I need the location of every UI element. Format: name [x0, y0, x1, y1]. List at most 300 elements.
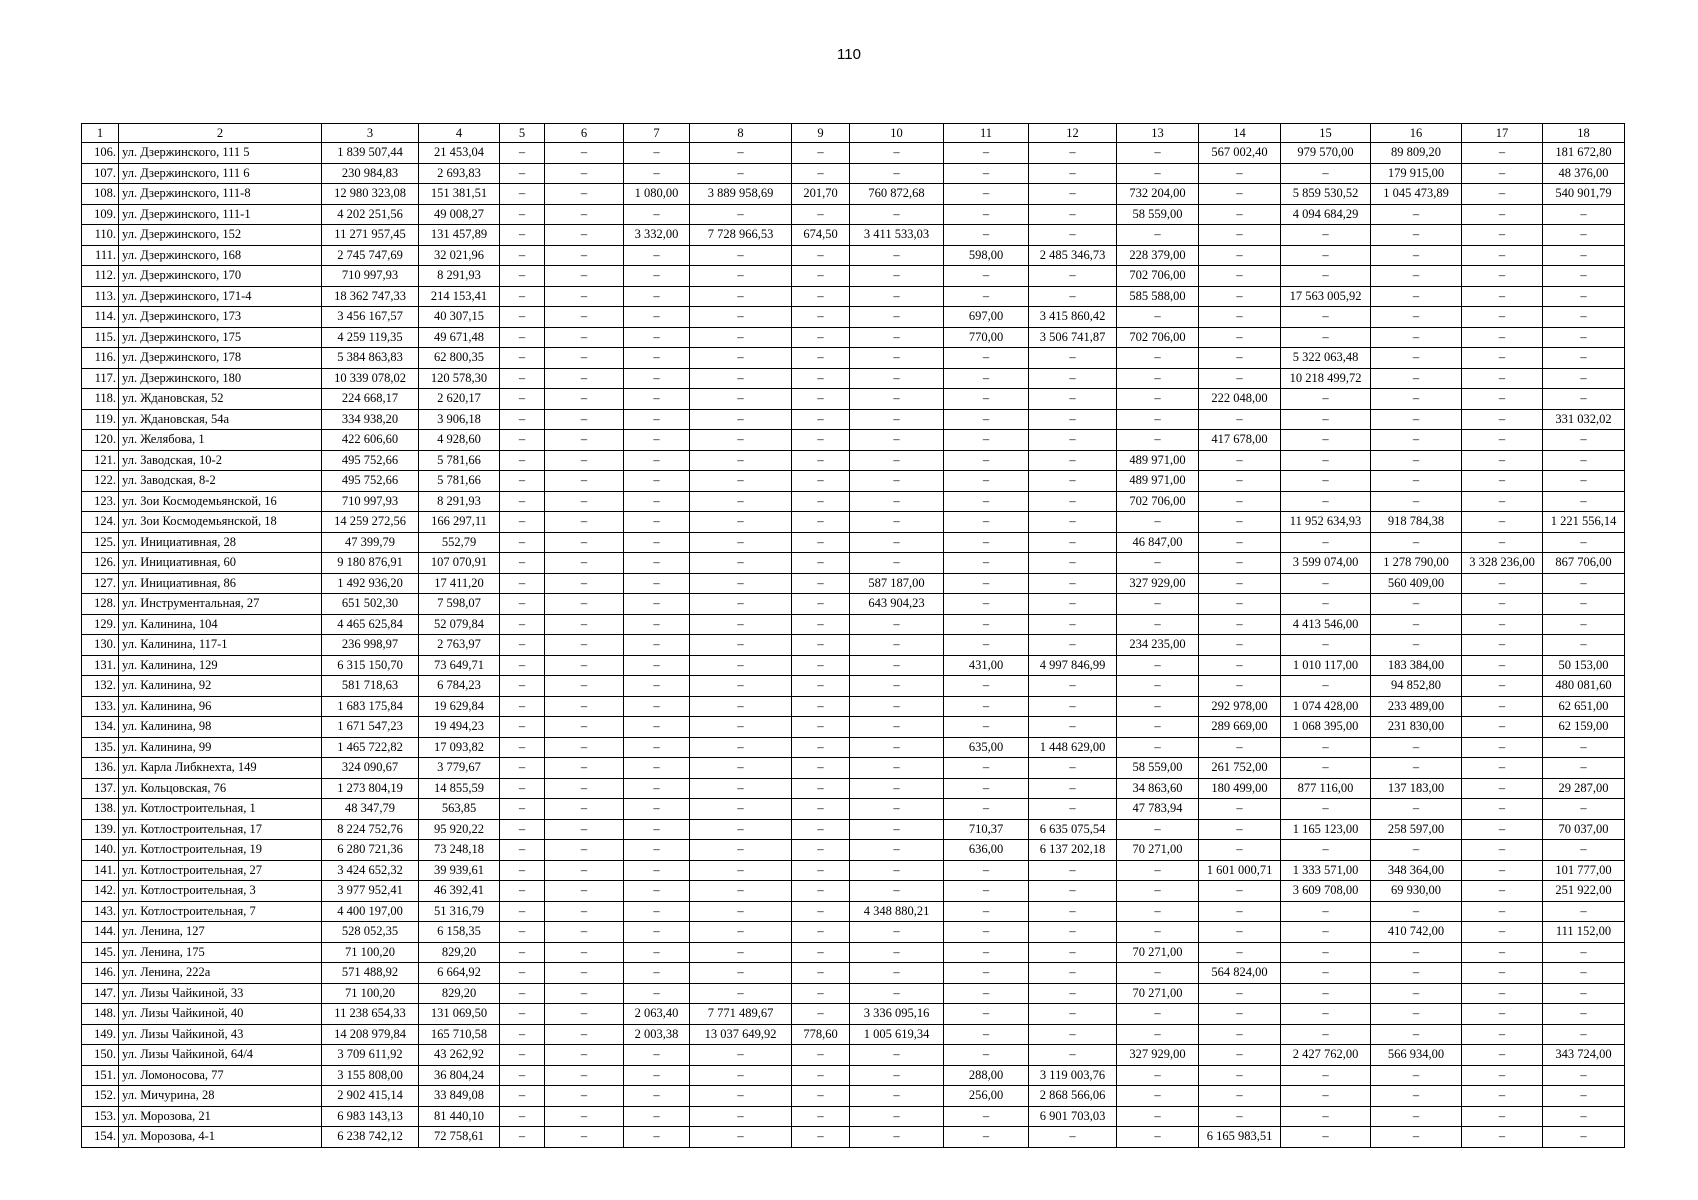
value-cell: –	[944, 450, 1029, 471]
value-cell: –	[690, 327, 792, 348]
value-cell: –	[1029, 983, 1117, 1004]
value-cell: –	[1117, 143, 1199, 164]
value-cell: 3 336 095,16	[850, 1004, 944, 1025]
value-cell: –	[500, 983, 545, 1004]
value-cell: –	[1543, 450, 1625, 471]
value-cell: –	[624, 553, 690, 574]
table-row	[82, 389, 1625, 410]
value-cell: –	[500, 368, 545, 389]
value-cell: –	[1199, 286, 1281, 307]
value-cell: –	[500, 942, 545, 963]
table-row	[82, 881, 1625, 902]
value-cell: 89 809,20	[1371, 143, 1462, 164]
value-cell: –	[944, 758, 1029, 779]
value-cell: –	[690, 963, 792, 984]
value-cell: –	[1462, 184, 1543, 205]
value-cell: 233 489,00	[1371, 696, 1462, 717]
value-cell: –	[500, 922, 545, 943]
table-row	[82, 922, 1625, 943]
value-cell: –	[1199, 635, 1281, 656]
value-cell: 261 752,00	[1199, 758, 1281, 779]
column-header-11: 11	[944, 124, 1029, 143]
value-cell: –	[1543, 614, 1625, 635]
amount-cell: 14 259 272,56	[322, 512, 419, 533]
value-cell: –	[850, 491, 944, 512]
table-row	[82, 737, 1625, 758]
value-cell: –	[690, 1045, 792, 1066]
value-cell: –	[1543, 532, 1625, 553]
value-cell: 222 048,00	[1199, 389, 1281, 410]
value-cell: –	[1029, 573, 1117, 594]
value-cell: –	[1029, 184, 1117, 205]
value-cell: –	[1543, 594, 1625, 615]
value-cell: 1 333 571,00	[1281, 860, 1371, 881]
value-cell: 702 706,00	[1117, 266, 1199, 287]
value-cell: –	[944, 409, 1029, 430]
value-cell: –	[500, 1086, 545, 1107]
value-cell: –	[500, 553, 545, 574]
amount-cell: 5 781,66	[419, 471, 500, 492]
value-cell: –	[1117, 696, 1199, 717]
address-cell: ул. Лизы Чайкиной, 43	[119, 1024, 322, 1045]
value-cell: –	[1462, 594, 1543, 615]
value-cell: 50 153,00	[1543, 655, 1625, 676]
value-cell: –	[944, 512, 1029, 533]
value-cell: –	[1029, 204, 1117, 225]
value-cell: –	[1543, 1086, 1625, 1107]
table-row	[82, 307, 1625, 328]
value-cell: –	[624, 266, 690, 287]
row-number-cell: 132.	[82, 676, 119, 697]
value-cell: –	[1281, 430, 1371, 451]
value-cell: –	[1117, 1106, 1199, 1127]
row-number-cell: 122.	[82, 471, 119, 492]
value-cell: –	[1371, 758, 1462, 779]
amount-cell: 1 839 507,44	[322, 143, 419, 164]
value-cell: –	[500, 471, 545, 492]
row-number-cell: 118.	[82, 389, 119, 410]
value-cell: –	[500, 778, 545, 799]
row-number-cell: 120.	[82, 430, 119, 451]
value-cell: –	[624, 922, 690, 943]
value-cell: –	[1462, 471, 1543, 492]
value-cell: –	[545, 512, 624, 533]
value-cell: –	[690, 245, 792, 266]
value-cell: 635,00	[944, 737, 1029, 758]
amount-cell: 552,79	[419, 532, 500, 553]
value-cell: –	[1117, 225, 1199, 246]
value-cell: –	[1462, 327, 1543, 348]
value-cell: –	[1029, 225, 1117, 246]
value-cell: –	[690, 553, 792, 574]
value-cell: –	[850, 799, 944, 820]
address-cell: ул. Морозова, 21	[119, 1106, 322, 1127]
value-cell: 770,00	[944, 327, 1029, 348]
value-cell: –	[1199, 204, 1281, 225]
value-cell: –	[545, 758, 624, 779]
amount-cell: 71 100,20	[322, 983, 419, 1004]
value-cell: –	[944, 963, 1029, 984]
row-number-cell: 138.	[82, 799, 119, 820]
value-cell: –	[545, 840, 624, 861]
value-cell: –	[1029, 450, 1117, 471]
value-cell: –	[500, 307, 545, 328]
amount-cell: 36 804,24	[419, 1065, 500, 1086]
table-row	[82, 1127, 1625, 1148]
value-cell: –	[1117, 594, 1199, 615]
value-cell: –	[1462, 963, 1543, 984]
value-cell: –	[1281, 266, 1371, 287]
value-cell: 1 010 117,00	[1281, 655, 1371, 676]
value-cell: –	[690, 204, 792, 225]
value-cell: –	[1462, 635, 1543, 656]
value-cell: –	[944, 901, 1029, 922]
value-cell: –	[850, 143, 944, 164]
value-cell: –	[1371, 471, 1462, 492]
value-cell: 70 271,00	[1117, 983, 1199, 1004]
value-cell: –	[1462, 1127, 1543, 1148]
value-cell: –	[1462, 389, 1543, 410]
value-cell: –	[1199, 1045, 1281, 1066]
value-cell: –	[792, 307, 850, 328]
value-cell: –	[1199, 614, 1281, 635]
value-cell: –	[944, 471, 1029, 492]
value-cell: 598,00	[944, 245, 1029, 266]
value-cell: 410 742,00	[1371, 922, 1462, 943]
value-cell: –	[624, 327, 690, 348]
value-cell: 3 609 708,00	[1281, 881, 1371, 902]
row-number-cell: 136.	[82, 758, 119, 779]
table-row	[82, 184, 1625, 205]
amount-cell: 6 983 143,13	[322, 1106, 419, 1127]
value-cell: –	[624, 1045, 690, 1066]
value-cell: –	[690, 758, 792, 779]
value-cell: –	[690, 1086, 792, 1107]
amount-cell: 48 347,79	[322, 799, 419, 820]
value-cell: –	[1543, 635, 1625, 656]
table-row	[82, 143, 1625, 164]
value-cell: –	[690, 676, 792, 697]
value-cell: 289 669,00	[1199, 717, 1281, 738]
value-cell: –	[944, 1045, 1029, 1066]
row-number-cell: 131.	[82, 655, 119, 676]
table-row	[82, 655, 1625, 676]
value-cell: –	[792, 758, 850, 779]
value-cell: –	[850, 553, 944, 574]
value-cell: –	[690, 471, 792, 492]
value-cell: –	[500, 143, 545, 164]
value-cell: –	[624, 758, 690, 779]
amount-cell: 1 465 722,82	[322, 737, 419, 758]
value-cell: –	[1543, 1004, 1625, 1025]
value-cell: –	[1543, 901, 1625, 922]
value-cell: –	[1462, 819, 1543, 840]
value-cell: –	[624, 860, 690, 881]
address-cell: ул. Котлостроительная, 1	[119, 799, 322, 820]
value-cell: –	[545, 860, 624, 881]
value-cell: 251 922,00	[1543, 881, 1625, 902]
table-header	[82, 124, 1625, 143]
value-cell: –	[690, 143, 792, 164]
address-cell: ул. Дзержинского, 175	[119, 327, 322, 348]
value-cell: 918 784,38	[1371, 512, 1462, 533]
value-cell: –	[1199, 307, 1281, 328]
address-cell: ул. Желябова, 1	[119, 430, 322, 451]
value-cell: –	[850, 368, 944, 389]
value-cell: –	[1462, 922, 1543, 943]
value-cell: 256,00	[944, 1086, 1029, 1107]
amount-cell: 324 090,67	[322, 758, 419, 779]
value-cell: –	[690, 799, 792, 820]
table-row	[82, 430, 1625, 451]
value-cell: –	[792, 266, 850, 287]
value-cell: –	[1029, 758, 1117, 779]
value-cell: –	[1543, 737, 1625, 758]
amount-cell: 422 606,60	[322, 430, 419, 451]
row-number-cell: 142.	[82, 881, 119, 902]
amount-cell: 17 093,82	[419, 737, 500, 758]
value-cell: 181 672,80	[1543, 143, 1625, 164]
value-cell: –	[792, 696, 850, 717]
value-cell: 48 376,00	[1543, 163, 1625, 184]
value-cell: –	[500, 1045, 545, 1066]
value-cell: 702 706,00	[1117, 327, 1199, 348]
value-cell: –	[690, 266, 792, 287]
value-cell: 585 588,00	[1117, 286, 1199, 307]
table-row	[82, 266, 1625, 287]
amount-cell: 8 291,93	[419, 266, 500, 287]
value-cell: –	[1543, 573, 1625, 594]
value-cell: 643 904,23	[850, 594, 944, 615]
value-cell: –	[500, 286, 545, 307]
table-row	[82, 348, 1625, 369]
value-cell: –	[1371, 1127, 1462, 1148]
value-cell: –	[1029, 881, 1117, 902]
row-number-cell: 133.	[82, 696, 119, 717]
amount-cell: 12 980 323,08	[322, 184, 419, 205]
amount-cell: 47 399,79	[322, 532, 419, 553]
value-cell: –	[944, 184, 1029, 205]
value-cell: –	[1462, 1024, 1543, 1045]
value-cell: 867 706,00	[1543, 553, 1625, 574]
value-cell: –	[545, 368, 624, 389]
value-cell: –	[1371, 307, 1462, 328]
row-number-cell: 108.	[82, 184, 119, 205]
value-cell: –	[624, 983, 690, 1004]
value-cell: –	[850, 409, 944, 430]
address-cell: ул. Дзержинского, 173	[119, 307, 322, 328]
value-cell: –	[792, 553, 850, 574]
table-row	[82, 799, 1625, 820]
value-cell: 1 074 428,00	[1281, 696, 1371, 717]
value-cell: –	[1281, 1106, 1371, 1127]
column-header-14: 14	[1199, 124, 1281, 143]
value-cell: –	[624, 696, 690, 717]
value-cell: –	[1371, 286, 1462, 307]
amount-cell: 3 424 652,32	[322, 860, 419, 881]
value-cell: –	[624, 676, 690, 697]
value-cell: –	[1462, 245, 1543, 266]
value-cell: –	[944, 532, 1029, 553]
value-cell: –	[944, 614, 1029, 635]
value-cell: –	[624, 532, 690, 553]
amount-cell: 495 752,66	[322, 450, 419, 471]
value-cell: –	[1117, 409, 1199, 430]
value-cell: 2 063,40	[624, 1004, 690, 1025]
value-cell: –	[850, 266, 944, 287]
amount-cell: 571 488,92	[322, 963, 419, 984]
address-cell: ул. Дзержинского, 111-1	[119, 204, 322, 225]
column-header-18: 18	[1543, 124, 1625, 143]
address-cell: ул. Котлостроительная, 19	[119, 840, 322, 861]
table-row	[82, 840, 1625, 861]
value-cell: –	[545, 163, 624, 184]
value-cell: –	[624, 1086, 690, 1107]
value-cell: –	[690, 717, 792, 738]
value-cell: 62 159,00	[1543, 717, 1625, 738]
table-row	[82, 983, 1625, 1004]
value-cell: –	[850, 1045, 944, 1066]
table-row	[82, 245, 1625, 266]
table-row	[82, 614, 1625, 635]
value-cell: –	[1281, 840, 1371, 861]
value-cell: 877 116,00	[1281, 778, 1371, 799]
value-cell: –	[545, 655, 624, 676]
amount-cell: 52 079,84	[419, 614, 500, 635]
value-cell: –	[624, 1065, 690, 1086]
value-cell: –	[792, 409, 850, 430]
value-cell: –	[624, 368, 690, 389]
value-cell: –	[500, 614, 545, 635]
value-cell: –	[792, 799, 850, 820]
value-cell: –	[1371, 491, 1462, 512]
value-cell: 3 599 074,00	[1281, 553, 1371, 574]
value-cell: –	[1371, 840, 1462, 861]
value-cell: 70 271,00	[1117, 840, 1199, 861]
value-cell: –	[1462, 1004, 1543, 1025]
value-cell: 697,00	[944, 307, 1029, 328]
row-number-cell: 145.	[82, 942, 119, 963]
value-cell: –	[1281, 594, 1371, 615]
amount-cell: 710 997,93	[322, 491, 419, 512]
amount-cell: 1 683 175,84	[322, 696, 419, 717]
value-cell: –	[1462, 676, 1543, 697]
row-number-cell: 151.	[82, 1065, 119, 1086]
address-cell: ул. Калинина, 92	[119, 676, 322, 697]
row-number-cell: 147.	[82, 983, 119, 1004]
value-cell: 292 978,00	[1199, 696, 1281, 717]
value-cell: 4 348 880,21	[850, 901, 944, 922]
value-cell: –	[792, 922, 850, 943]
row-number-cell: 112.	[82, 266, 119, 287]
value-cell: –	[1199, 491, 1281, 512]
amount-cell: 11 238 654,33	[322, 1004, 419, 1025]
value-cell: –	[850, 389, 944, 410]
value-cell: –	[792, 655, 850, 676]
amount-cell: 73 649,71	[419, 655, 500, 676]
value-cell: 288,00	[944, 1065, 1029, 1086]
value-cell: –	[545, 1106, 624, 1127]
value-cell: –	[1029, 1045, 1117, 1066]
value-cell: 480 081,60	[1543, 676, 1625, 697]
amount-cell: 1 273 804,19	[322, 778, 419, 799]
value-cell: –	[850, 1106, 944, 1127]
value-cell: –	[1371, 1086, 1462, 1107]
value-cell: –	[690, 573, 792, 594]
table-row	[82, 491, 1625, 512]
value-cell: –	[850, 635, 944, 656]
value-cell: –	[1199, 1086, 1281, 1107]
value-cell: –	[1199, 266, 1281, 287]
table-row	[82, 450, 1625, 471]
value-cell: –	[1029, 635, 1117, 656]
row-number-cell: 109.	[82, 204, 119, 225]
value-cell: 13 037 649,92	[690, 1024, 792, 1045]
value-cell: 6 165 983,51	[1199, 1127, 1281, 1148]
value-cell: –	[624, 430, 690, 451]
value-cell: –	[944, 717, 1029, 738]
value-cell: –	[1462, 204, 1543, 225]
value-cell: –	[1462, 1065, 1543, 1086]
table-row	[82, 696, 1625, 717]
value-cell: –	[624, 204, 690, 225]
value-cell: –	[1117, 307, 1199, 328]
value-cell: –	[624, 409, 690, 430]
value-cell: –	[690, 348, 792, 369]
value-cell: –	[1199, 942, 1281, 963]
value-cell: –	[1281, 1127, 1371, 1148]
value-cell: –	[1543, 368, 1625, 389]
amount-cell: 81 440,10	[419, 1106, 500, 1127]
value-cell: –	[690, 389, 792, 410]
value-cell: –	[624, 491, 690, 512]
value-cell: –	[1371, 245, 1462, 266]
value-cell: 327 929,00	[1117, 573, 1199, 594]
value-cell: –	[690, 860, 792, 881]
value-cell: 760 872,68	[850, 184, 944, 205]
value-cell: –	[1199, 409, 1281, 430]
row-number-cell: 115.	[82, 327, 119, 348]
value-cell: 183 384,00	[1371, 655, 1462, 676]
value-cell: –	[792, 204, 850, 225]
amount-cell: 7 598,07	[419, 594, 500, 615]
value-cell: –	[1281, 532, 1371, 553]
value-cell: 62 651,00	[1543, 696, 1625, 717]
value-cell: –	[944, 676, 1029, 697]
value-cell: –	[545, 266, 624, 287]
amount-cell: 829,20	[419, 983, 500, 1004]
value-cell: 58 559,00	[1117, 204, 1199, 225]
amount-cell: 17 411,20	[419, 573, 500, 594]
value-cell: –	[850, 655, 944, 676]
amount-cell: 1 671 547,23	[322, 717, 419, 738]
table-row	[82, 635, 1625, 656]
value-cell: –	[690, 368, 792, 389]
amount-cell: 95 920,22	[419, 819, 500, 840]
value-cell: –	[850, 327, 944, 348]
value-cell: –	[1029, 676, 1117, 697]
address-cell: ул. Калинина, 129	[119, 655, 322, 676]
amount-cell: 581 718,63	[322, 676, 419, 697]
value-cell: –	[1371, 225, 1462, 246]
value-cell: –	[500, 532, 545, 553]
row-number-cell: 150.	[82, 1045, 119, 1066]
value-cell: 3 415 860,42	[1029, 307, 1117, 328]
value-cell: –	[1281, 942, 1371, 963]
address-cell: ул. Дзержинского, 178	[119, 348, 322, 369]
row-number-cell: 153.	[82, 1106, 119, 1127]
value-cell: –	[545, 471, 624, 492]
